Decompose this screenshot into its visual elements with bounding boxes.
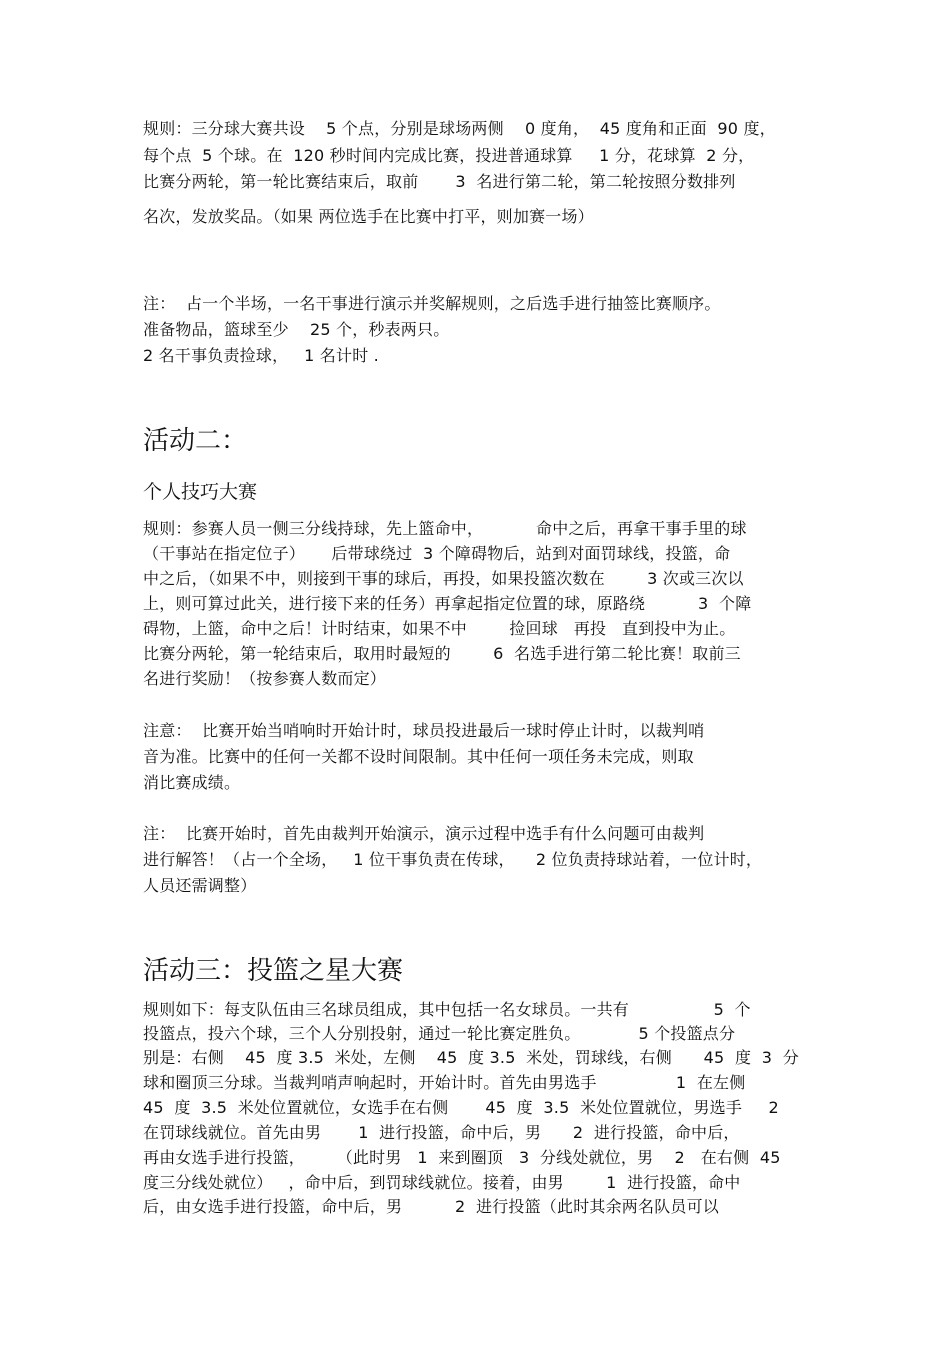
paragraph-line: 名进行奖励！（按参赛人数而定） — [143, 669, 387, 688]
paragraph-line: 上，则可算过此关，进行接下来的任务）再拿起指定位置的球，原路绕 3 个障 — [143, 594, 752, 613]
paragraph-line: 比赛分两轮，第一轮比赛结束后，取前 3 名进行第二轮，第二轮按照分数排列 — [143, 172, 736, 191]
paragraph-line: 比赛分两轮，第一轮结束后，取用时最短的 6 名选手进行第二轮比赛！取前三 — [143, 644, 741, 663]
paragraph-line: 后，由女选手进行投篮，命中后，男 2 进行投篮（此时其余两名队员可以 — [143, 1197, 720, 1216]
paragraph-line: 准备物品，篮球至少 25 个，秒表两只。 — [143, 320, 450, 339]
section-3-heading: 活动三：投篮之星大赛 — [143, 956, 404, 986]
paragraph-line: 规则：参赛人员一侧三分线持球，先上篮命中， 命中之后，再拿干事手里的球 — [143, 519, 747, 538]
section-2-heading: 活动二： — [143, 426, 248, 456]
section-2-subheading: 个人技巧大赛 — [143, 481, 258, 503]
paragraph-line: 人员还需调整） — [143, 876, 257, 895]
paragraph-line: 每个点 5 个球。在 120 秒时间内完成比赛，投进普通球算 1 分，花球算 2 分， — [143, 146, 755, 165]
paragraph-line: （干事站在指定位子） 后带球绕过 3 个障碍物后，站到对面罚球线，投篮，命 — [143, 544, 731, 563]
paragraph-line: 注： 占一个半场，一名干事进行演示并奖解规则，之后选手进行抽签比赛顺序。 — [143, 294, 721, 313]
paragraph-line: 注： 比赛开始时，首先由裁判开始演示，演示过程中选手有什么问题可由裁判 — [143, 824, 705, 843]
paragraph-line: 注意： 比赛开始当哨响时开始计时，球员投进最后一球时停止计时，以裁判哨 — [143, 721, 705, 740]
paragraph-line: 名次，发放奖品。（如果 两位选手在比赛中打平，则加赛一场） — [143, 207, 594, 226]
paragraph-line: 碍物，上篮，命中之后！计时结束，如果不中 捡回球 再投 直到投中为止。 — [143, 619, 736, 638]
paragraph-line: 规则：三分球大赛共设 5 个点，分别是球场两侧 0 度角， 45 度角和正面 90 度， — [143, 119, 776, 138]
paragraph-line: 度三分线处就位） ，命中后，到罚球线就位。接着，由男 1 进行投篮，命中 — [143, 1173, 741, 1192]
paragraph-line: 45 度 3.5 米处位置就位，女选手在右侧 45 度 3.5 米处位置就位，男选手 2 — [143, 1098, 779, 1117]
paragraph-line: 音为准。比赛中的任何一关都不设时间限制。其中任何一项任务未完成，则取 — [143, 747, 694, 766]
paragraph-line: 别是：右侧 45 度 3.5 米处，左侧 45 度 3.5 米处，罚球线，右侧 45 度 3 分 — [143, 1048, 799, 1067]
paragraph-line: 2 名干事负责捡球， 1 名计时 . — [143, 346, 379, 365]
paragraph-line: 投篮点，投六个球，三个人分别投射，通过一轮比赛定胜负。 5 个投篮点分 — [143, 1024, 736, 1043]
paragraph-line: 在罚球线就位。首先由男 1 进行投篮，命中后，男 2 进行投篮，命中后， — [143, 1123, 740, 1142]
paragraph-line: 球和圈顶三分球。当裁判哨声响起时，开始计时。首先由男选手 1 在左侧 — [143, 1073, 746, 1092]
paragraph-line: 中之后，（如果不中，则接到干事的球后，再投，如果投篮次数在 3 次或三次以 — [143, 569, 744, 588]
paragraph-line: 消比赛成绩。 — [143, 773, 241, 792]
paragraph-line: 再由女选手进行投篮， （此时男 1 来到圈顶 3 分线处就位，男 2 在右侧 45 — [143, 1148, 781, 1167]
paragraph-line: 规则如下：每支队伍由三名球员组成，其中包括一名女球员。一共有 5 个 — [143, 1000, 751, 1019]
paragraph-line: 进行解答！（占一个全场， 1 位干事负责在传球， 2 位负责持球站着，一位计时， — [143, 850, 763, 869]
